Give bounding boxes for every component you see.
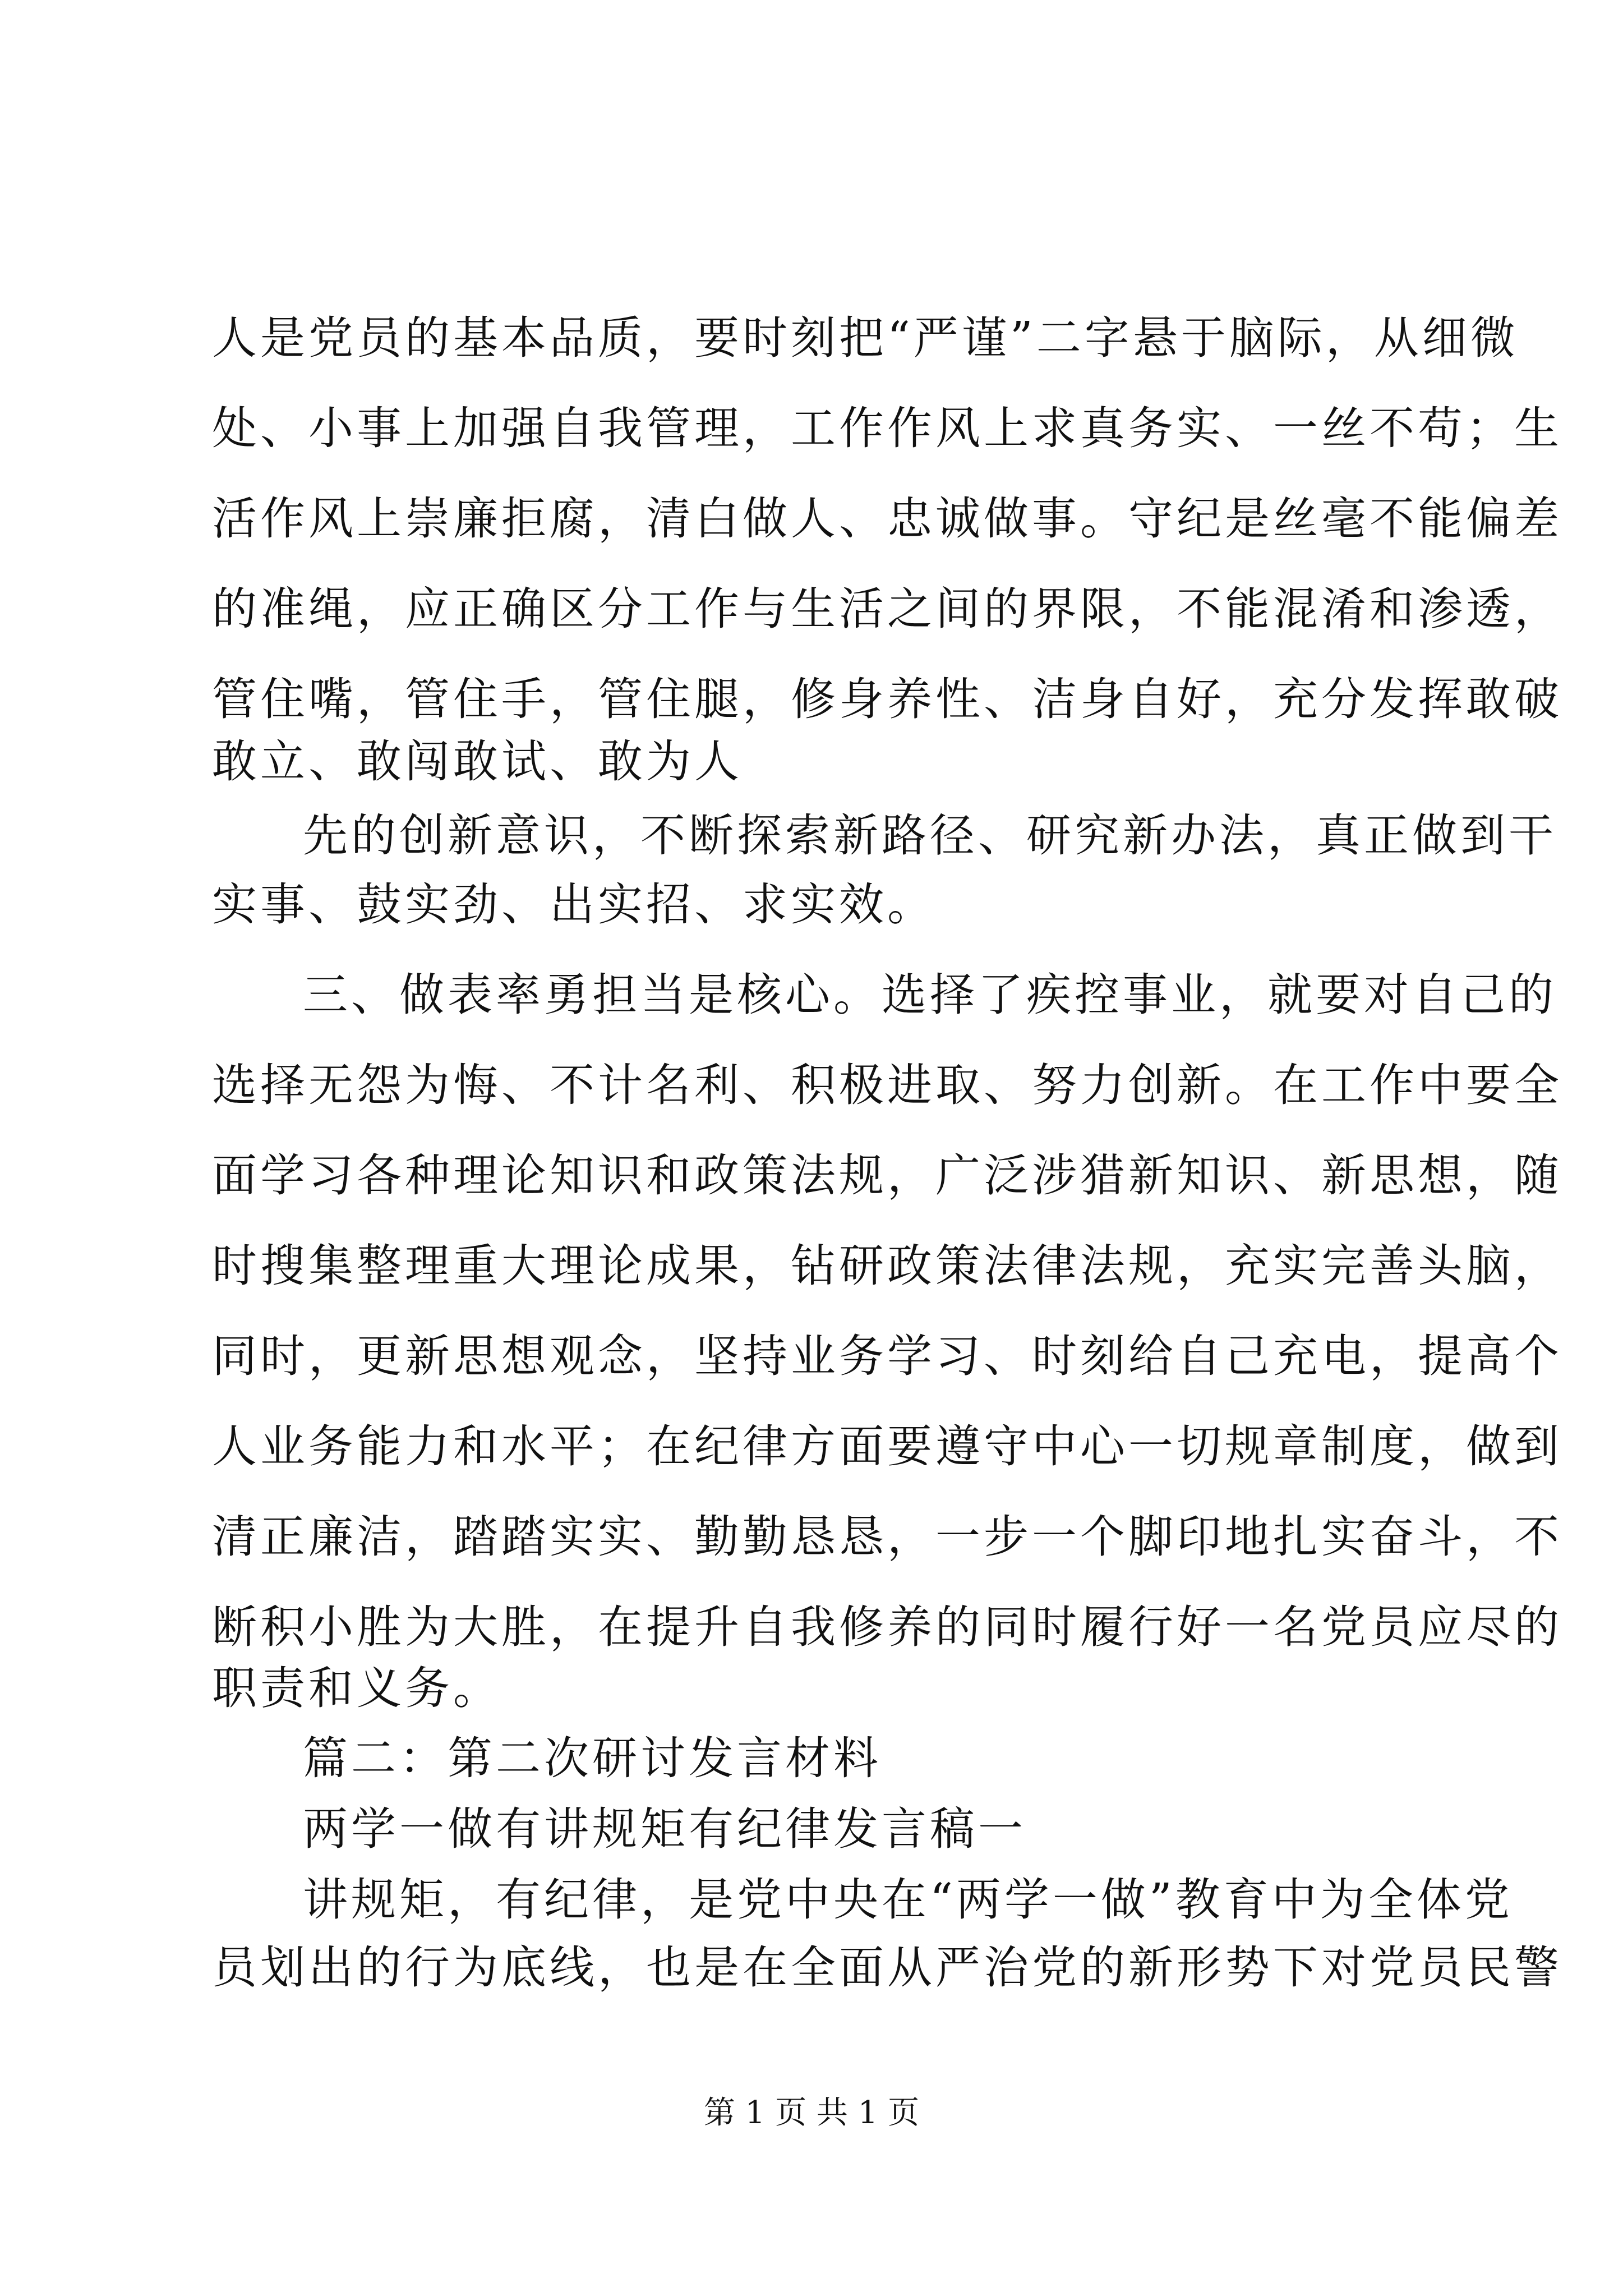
text-line-4: 的准绳，应正确区分工作与生活之间的界限，不能混淆和渗透， bbox=[212, 583, 1562, 635]
text-line-7: 先的创新意识，不断探索新路径、研究新办法，真正做到干 bbox=[303, 809, 1557, 862]
text-line-15: 清正廉洁，踏踏实实、勤勤恳恳，一步一个脚印地扎实奋斗，不 bbox=[212, 1511, 1562, 1563]
text-line-10: 选择无怨为悔、不计名利、积极进取、努力创新。在工作中要全 bbox=[212, 1059, 1562, 1111]
text-line-8: 实事、鼓实劲、出实招、求实效。 bbox=[212, 878, 935, 931]
text-line-17: 职责和义务。 bbox=[212, 1662, 501, 1714]
text-line-13: 同时，更新思想观念，坚持业务学习、时刻给自己充电，提高个 bbox=[212, 1330, 1562, 1382]
text-line-16: 断积小胜为大胜，在提升自我修养的同时履行好一名党员应尽的 bbox=[212, 1601, 1562, 1653]
text-line-2: 处、小事上加强自我管理，工作作风上求真务实、一丝不苟；生 bbox=[212, 402, 1562, 454]
text-line-1: 人是党员的基本品质，要时刻把“严谨”二字悬于脑际，从细微 bbox=[212, 312, 1519, 364]
text-line-14: 人业务能力和水平；在纪律方面要遵守中心一切规章制度，做到 bbox=[212, 1420, 1562, 1473]
text-line-9: 三、做表率勇担当是核心。选择了疾控事业，就要对自己的 bbox=[303, 969, 1557, 1021]
text-line-6: 敢立、敢闯敢试、敢为人 bbox=[212, 735, 743, 788]
text-line-20: 讲规矩，有纪律，是党中央在“两学一做”教育中为全体党 bbox=[303, 1874, 1513, 1926]
text-line-11: 面学习各种理论知识和政策法规，广泛涉猎新知识、新思想，随 bbox=[212, 1149, 1562, 1202]
page-footer: 第 1 页 共 1 页 bbox=[703, 2095, 920, 2131]
text-line-3: 活作风上崇廉拒腐，清白做人、忠诚做事。守纪是丝毫不能偏差 bbox=[212, 493, 1562, 545]
text-line-21: 员划出的行为底线，也是在全面从严治党的新形势下对党员民警 bbox=[212, 1941, 1562, 1994]
text-line-5: 管住嘴，管住手，管住腿，修身养性、洁身自好，充分发挥敢破 bbox=[212, 673, 1562, 725]
section-heading: 篇二：第二次研讨发言材料 bbox=[303, 1732, 882, 1784]
text-line-12: 时搜集整理重大理论成果，钻研政策法律法规，充实完善头脑， bbox=[212, 1240, 1562, 1292]
subtitle-line: 两学一做有讲规矩有纪律发言稿一 bbox=[303, 1803, 1026, 1855]
